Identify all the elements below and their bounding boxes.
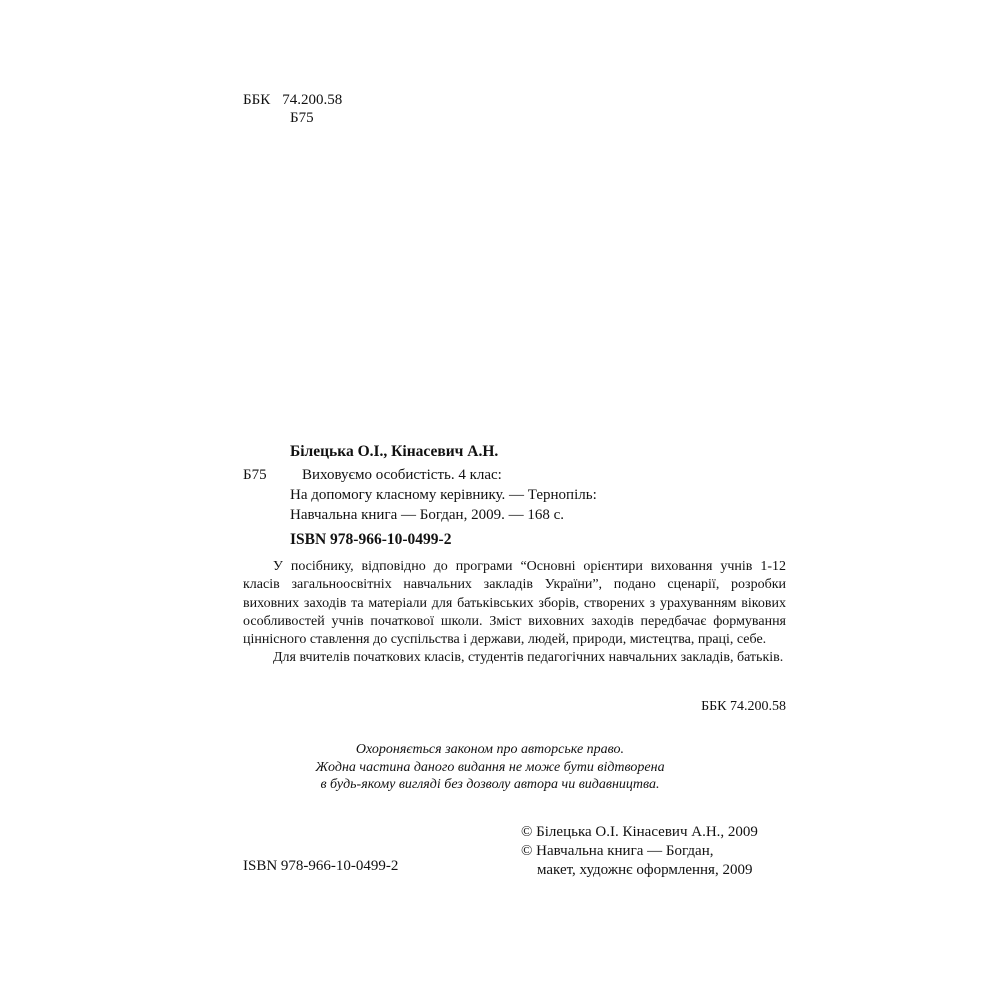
catalog-subtitle-line: На допомогу класному керівнику. — Тернопіль: [290, 487, 597, 503]
copyright-notice-line-3: в будь-якому вигляді без дозволу автора чи видавництва. [320, 777, 660, 792]
catalog-publisher-line: Навчальна книга — Богдан, 2009. — 168 с. [290, 507, 564, 523]
copyright-notice-line-1: Охороняється законом про авторське право. [355, 742, 625, 757]
copyright-line-2: © Навчальна книга — Богдан, [521, 843, 714, 859]
copyright-holders [521, 823, 758, 880]
annotation-paragraph-2: Для вчителів початкових класів, студентів педагогічних навчальних закладів, батьків. [273, 650, 784, 666]
catalog-authors: Білецька О.І., Кінасевич А.Н. [290, 443, 499, 460]
bbk-classification [243, 90, 342, 110]
bbk-code: 74.200.58 [282, 92, 343, 108]
annotation-paragraph-1: У посібнику, відповідно до програми “Основні орієнтири виховання учнів 1-12 класів загальноосвітніх навчальних закладів України”, подано сценарії, розробки виховних заходів та матеріали для батьківських зборів, створених з урахуванням вікових особливостей учнів початкової школи. Зміст виховних заходів передбачає формування ціннісного ставлення до суспільства і держави, людей, природи, мистецтва, праці, себе. [243, 559, 786, 648]
copyright-line-1: © Білецька О.І. Кінасевич А.Н., 2009 [521, 824, 758, 840]
copyright-notice-line-2: Жодна частина даного видання не може бути відтворена [315, 759, 665, 775]
catalog-isbn: ISBN 978-966-10-0499-2 [290, 531, 452, 548]
author-mark-top: Б75 [290, 110, 314, 126]
copyright-line-3: макет, художнє оформлення, 2009 [537, 862, 753, 878]
copyright-notice [290, 741, 690, 794]
isbn-footer: ISBN 978-966-10-0499-2 [243, 858, 399, 874]
annotation [243, 558, 786, 668]
catalog-title-line: Виховуємо особистість. 4 клас: [302, 467, 502, 483]
catalog-author-mark: Б75 [243, 467, 267, 483]
bbk-footer: ББК 74.200.58 [701, 699, 786, 714]
bbk-label: ББК [243, 92, 271, 108]
